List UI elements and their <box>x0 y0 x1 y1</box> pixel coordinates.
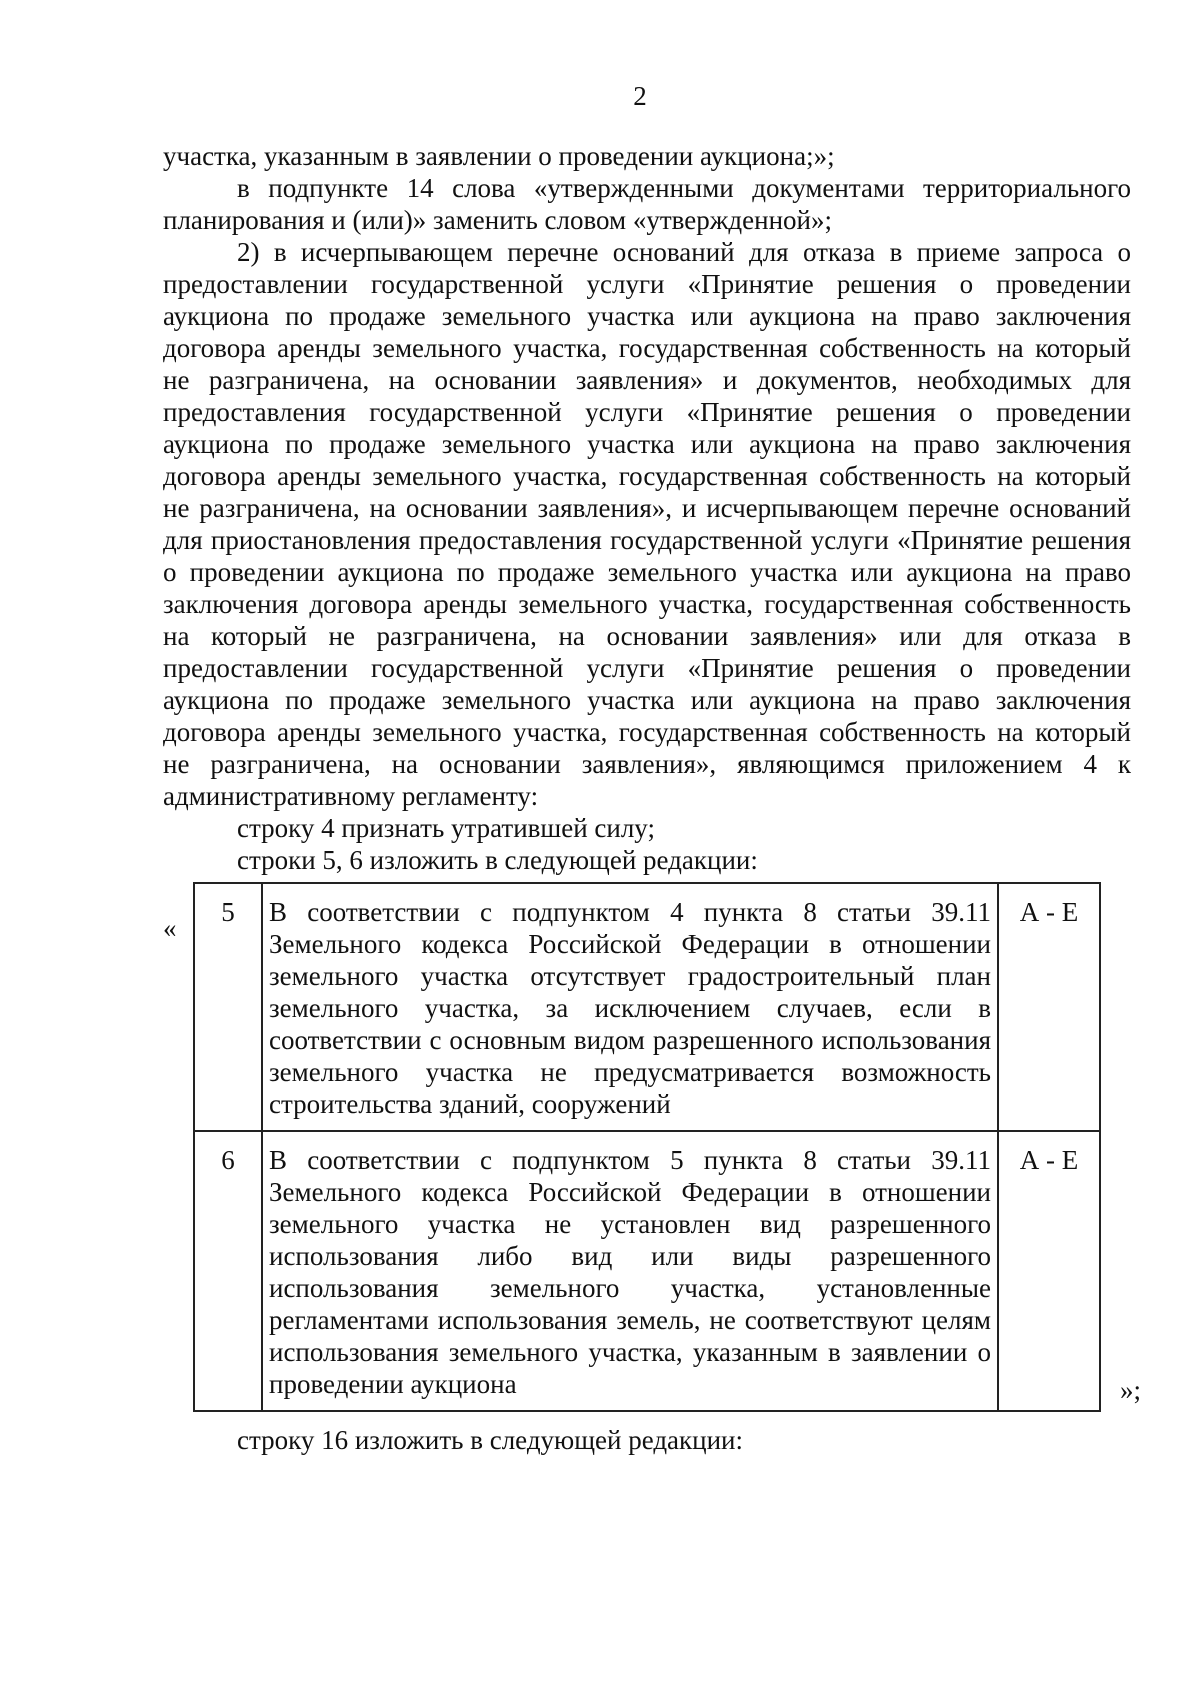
row-number: 6 <box>194 1131 262 1411</box>
opening-quote: « <box>163 913 177 943</box>
closing-quote: »; <box>1119 1375 1141 1405</box>
document-body <box>163 140 1141 1456</box>
row-text: В соответствии с подпунктом 4 пункта 8 статьи 39.11 Земельного кодекса Российской Федерации в отношении земельного участка отсутствует градостроительный план земельного участка, за исключением случаев, если в соответствии с основным видом разрешенного использования земельного участка не предусматривается возможность строительства зданий, сооружений <box>262 883 998 1131</box>
page-number: 2 <box>633 81 647 111</box>
row-code: А - Е <box>998 1131 1100 1411</box>
paragraph-item-2: 2) в исчерпывающем перечне оснований для отказа в приеме запроса о предоставлении государственной услуги «Принятие решения о проведении аукциона по продаже земельного участка или аукциона на право заключения договора аренды земельного участка, государственная собственность на который не разграничена, на основании заявления» и документов, необходимых для предоставления государственной услуги «Принятие решения о проведении аукциона по продаже земельного участка или аукциона на право заключения договора аренды земельного участка, государственная собственность на который не разграничена, на основании заявления», и исчерпывающем перечне оснований для приостановления предоставления государственной услуги «Принятие решения о проведении аукциона по продаже земельного участка или аукциона на право заключения договора аренды земельного участка, государственная собственность на который не разграничена, на основании заявления» или для отказа в предоставлении государственной услуги «Принятие решения о проведении аукциона по продаже земельного участка или аукциона на право заключения договора аренды земельного участка, государственная собственность на который не разграничена, на основании заявления», являющимся приложением 4 к административному регламенту: <box>163 237 1131 811</box>
row-code: А - Е <box>998 883 1100 1131</box>
amendment-table-wrapper <box>163 882 1141 1412</box>
paragraph-continuation: участка, указанным в заявлении о проведении аукциона;»; <box>163 141 835 171</box>
table-row <box>194 883 1100 1131</box>
row-number: 5 <box>194 883 262 1131</box>
paragraph-subpoint-14: в подпункте 14 слова «утвержденными документами территориального планирования и (или)» заменить словом «утвержденной»; <box>163 173 1131 235</box>
amendment-table <box>193 882 1101 1412</box>
row-text: В соответствии с подпунктом 5 пункта 8 статьи 39.11 Земельного кодекса Российской Федерации в отношении земельного участка не установлен вид разрешенного использования либо вид или виды разрешенного использования земельного участка, установленные регламентами использования земель, не соответствуют целям использования земельного участка, указанным в заявлении о проведении аукциона <box>262 1131 998 1411</box>
paragraph-rows-5-6: строки 5, 6 изложить в следующей редакции: <box>237 845 758 875</box>
paragraph-row-4: строку 4 признать утратившей силу; <box>237 813 655 843</box>
paragraph-row-16: строку 16 изложить в следующей редакции: <box>237 1425 744 1455</box>
table-row <box>194 1131 1100 1411</box>
